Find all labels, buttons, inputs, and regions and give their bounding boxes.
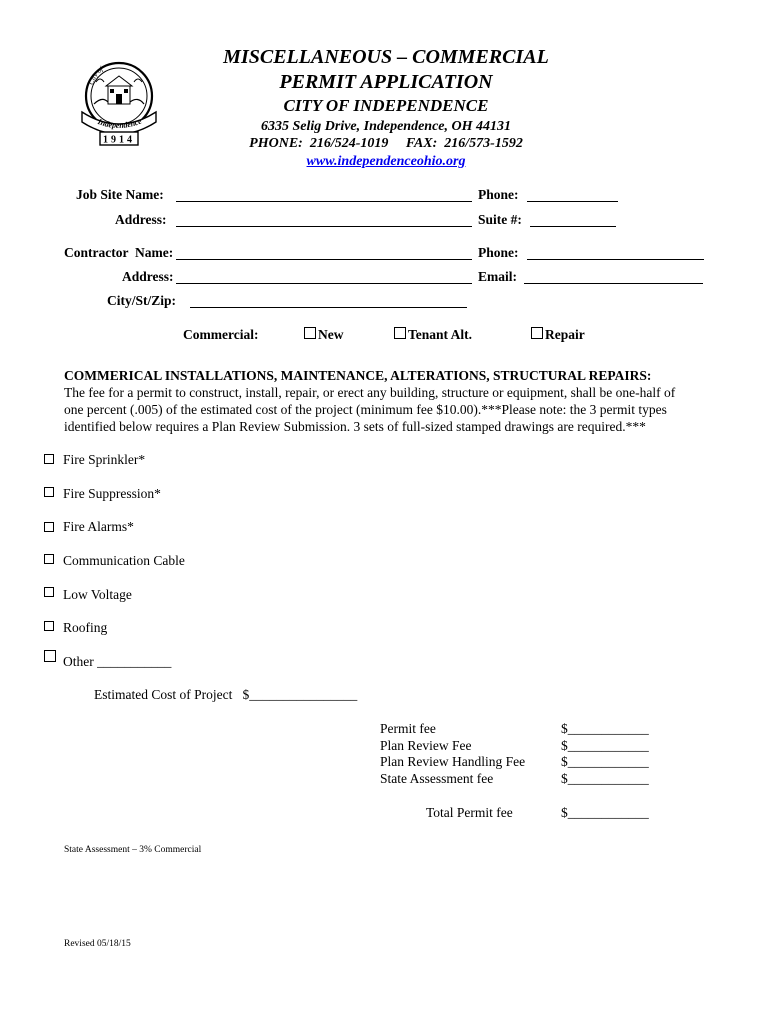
fire-suppression-checkbox[interactable] [44,487,54,497]
fire-alarms-label: Fire Alarms* [63,519,134,534]
state-assessment-fee-label: State Assessment fee [380,771,494,786]
fire-sprinkler-checkbox[interactable] [44,454,54,464]
contractor-address-label: Address: [122,269,174,284]
low-voltage-label: Low Voltage [63,587,132,602]
permit-fee-amount[interactable]: $____________ [561,721,649,736]
website-link[interactable]: www.independenceohio.org [306,154,466,169]
fee-paragraph-line2: one percent (.005) of the estimated cost of the project (minimum fee $10.00).***Please note: the 3 permit types [64,402,667,417]
fire-suppression-label: Fire Suppression* [63,486,161,501]
city-st-zip-field[interactable] [190,307,467,308]
job-address-label: Address: [115,212,167,227]
suite-field[interactable] [530,226,616,227]
communication-cable-label: Communication Cable [63,553,185,568]
fee-paragraph-line3: identified below requires a Plan Review Submission. 3 sets of full-sized stamped drawings are required.*** [64,419,646,434]
contractor-name-field[interactable] [176,259,472,260]
revised-date: Revised 05/18/15 [64,939,131,949]
plan-review-fee-amount[interactable]: $____________ [561,738,649,753]
suite-label: Suite #: [478,212,522,227]
estimated-cost-line[interactable]: Estimated Cost of Project $________________ [94,687,358,702]
tenant-alt-checkbox[interactable] [394,327,406,339]
seal-band-text: Independence [96,116,143,131]
state-assessment-fee-amount[interactable]: $____________ [561,771,649,786]
form-title-line2: PERMIT APPLICATION [279,71,493,93]
job-phone-field[interactable] [527,201,618,202]
state-assessment-note: State Assessment – 3% Commercial [64,845,202,855]
city-st-zip-label: City/St/Zip: [107,293,177,308]
other-checkbox[interactable] [44,650,56,662]
total-permit-fee-amount[interactable]: $____________ [561,805,649,820]
contractor-phone-field[interactable] [527,259,704,260]
email-field[interactable] [524,283,703,284]
roofing-label: Roofing [63,620,108,635]
tenant-alt-option-label: Tenant Alt. [408,327,473,342]
city-address: 6335 Selig Drive, Independence, OH 44131 [260,119,512,134]
city-name: CITY OF INDEPENDENCE [283,96,489,115]
total-permit-fee-label: Total Permit fee [426,805,513,820]
new-checkbox[interactable] [304,327,316,339]
job-address-field[interactable] [176,226,472,227]
email-label: Email: [478,269,517,284]
seal-year: 1914 [103,134,135,146]
low-voltage-checkbox[interactable] [44,587,54,597]
handling-fee-amount[interactable]: $____________ [561,754,649,769]
website-wrap [168,154,604,170]
job-site-name-label: Job Site Name: [76,187,164,202]
fire-alarms-checkbox[interactable] [44,522,54,532]
contractor-address-field[interactable] [176,283,472,284]
permit-fee-label: Permit fee [380,721,436,736]
fire-sprinkler-label: Fire Sprinkler* [63,452,146,467]
contractor-name-label: Contractor Name: [64,245,174,260]
section-heading: COMMERICAL INSTALLATIONS, MAINTENANCE, ALTERATIONS, STRUCTURAL REPAIRS: [64,368,652,383]
job-phone-label: Phone: [478,187,519,202]
job-site-name-field[interactable] [176,201,472,202]
city-seal-logo [78,52,160,150]
new-option-label: New [318,327,344,342]
roofing-checkbox[interactable] [44,621,54,631]
repair-option-label: Repair [545,327,585,342]
handling-fee-label: Plan Review Handling Fee [380,754,526,769]
seal-top-text: City of [87,65,105,86]
fee-paragraph-line1: The fee for a permit to construct, install, repair, or erect any building, structure or equipment, shall be one-half of [64,385,676,400]
plan-review-fee-label: Plan Review Fee [380,738,472,753]
repair-checkbox[interactable] [531,327,543,339]
communication-cable-checkbox[interactable] [44,554,54,564]
other-label: Other ___________ [63,654,172,669]
contractor-phone-label: Phone: [478,245,519,260]
form-title-line1: MISCELLANEOUS – COMMERCIAL [223,46,549,68]
commercial-label: Commercial: [183,327,259,342]
phone-fax: PHONE: 216/524-1019 FAX: 216/573-1592 [249,136,523,151]
